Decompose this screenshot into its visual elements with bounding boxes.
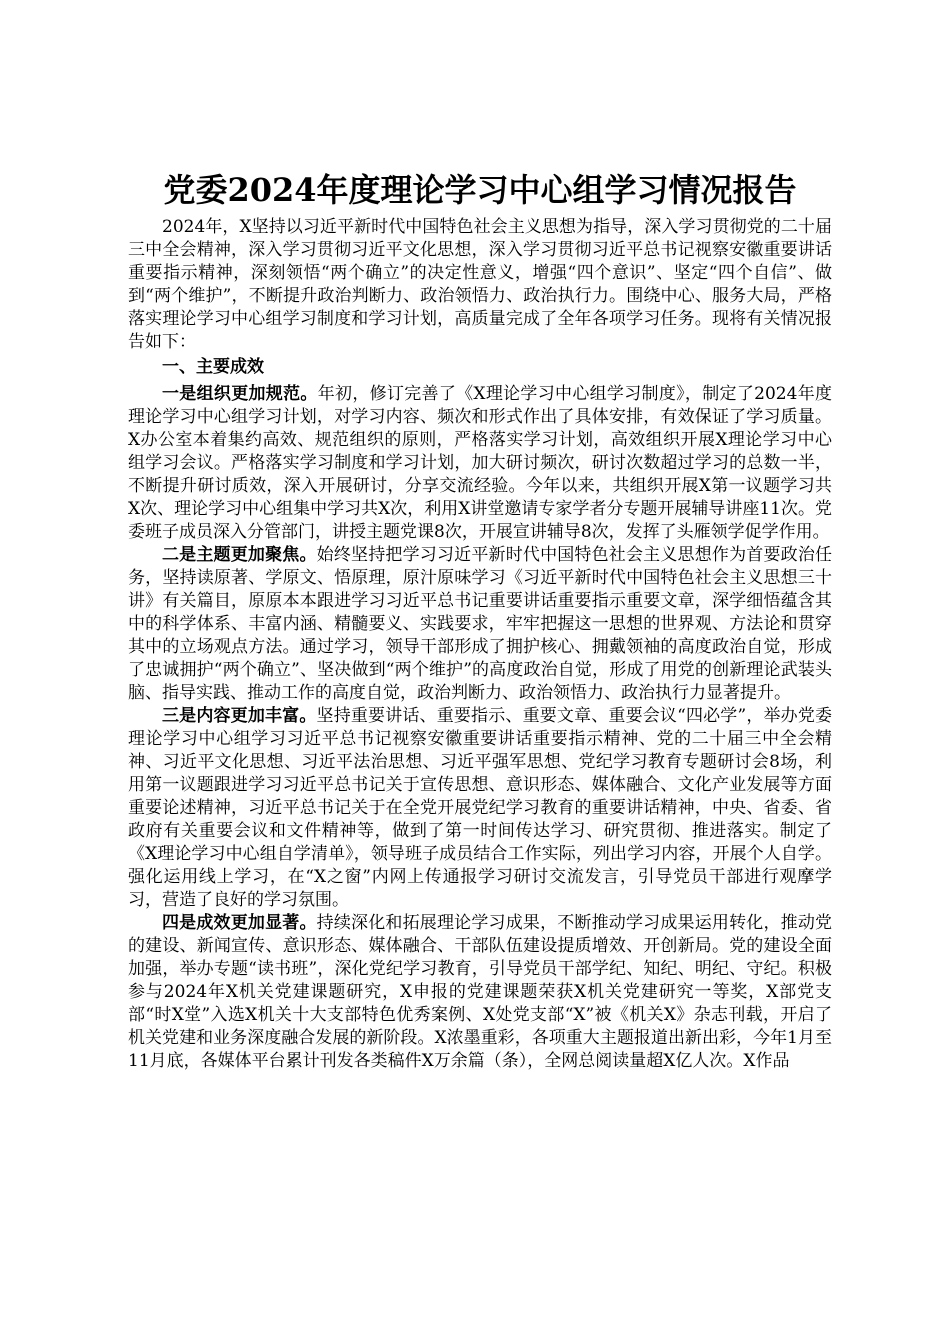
- item-paragraph-1: [128, 383, 832, 544]
- intro-paragraph: 2024年，X坚持以习近平新时代中国特色社会主义思想为指导，深入学习贯彻党的二十届三中全会精神，深入学习贯彻习近平文化思想，深入学习贯彻习近平总书记视察安徽重要讲话重要指示精神，深刻领悟“两个确立”的决定性意义，增强“四个意识”、坚定“四个自信”、做到“两个维护”，不断提升政治判断力、政治领悟力、政治执行力。围绕中心、服务大局，严格落实理论学习中心组学习制度和学习计划，高质量完成了全年各项学习任务。现将有关情况报告如下：: [128, 217, 832, 352]
- item-text-4: 持续深化和拓展理论学习成果，不断推动学习成果运用转化，推动党的建设、新闻宣传、意识形态、媒体融合、干部队伍建设提质增效、开创新局。党的建设全面加强，举办专题“读书班”，深化党纪学习教育，引导党员干部学纪、知纪、明纪、守纪。积极参与2024年X机关党建课题研究，X申报的党建课题荣获X机关党建研究一等奖，X部党支部“时X堂”入选X机关十大支部特色优秀案例、X处党支部“X”被《机关X》杂志刊载，开启了机关党建和业务深度融合发展的新阶段。X浓墨重彩，各项重大主题报道出新出彩，今年1月至11月底，各媒体平台累计刊发各类稿件X万余篇（条），全网总阅读量超X亿人次。X作品: [128, 913, 833, 1071]
- item-text-3: 坚持重要讲话、重要指示、重要文章、重要会议“四必学”，举办党委理论学习中心组学习习近平总书记视察安徽重要讲话重要指示精神、党的二十届三中全会精神、习近平文化思想、习近平法治思想、习近平强军思想、党纪学习教育专题研讨会8场，利用第一议题跟进学习习近平总书记关于宣传思想、意识形态、媒体融合、文化产业发展等方面重要论述精神，习近平总书记关于在全党开展党纪学习教育的重要讲话精神，中央、省委、省政府有关重要会议和文件精神等，做到了第一时间传达学习、研究贯彻、推进落实。制定了《X理论学习中心组自学清单》，领导班子成员结合工作实际，列出学习内容，开展个人自学。强化运用线上学习，在“X之窗”内网上传通报学习研讨交流发言，引导党员干部进行观摩学习，营造了良好的学习氛围。: [128, 706, 832, 910]
- document-title: 党委2024年度理论学习中心组学习情况报告: [163, 171, 797, 209]
- item-text-2: 始终坚持把学习习近平新时代中国特色社会主义思想作为首要政治任务，坚持读原著、学原文、悟原理，原汁原味学习《习近平新时代中国特色社会主义思想三十讲》有关篇目，原原本本跟进学习习近平总书记重要讲话重要指示重要文章，深学细悟蕴含其中的科学体系、丰富内涵、精髓要义、实践要求，牢牢把握这一思想的世界观、方法论和贯穿其中的立场观点方法。通过学习，领导干部形成了拥护核心、拥戴领袖的高度政治自觉，形成了忠诚拥护“两个确立”、坚决做到“两个维护”的高度政治自觉，形成了用党的创新理论武装头脑、指导实践、推动工作的高度自觉，政治判断力、政治领悟力、政治执行力显著提升。: [128, 545, 833, 703]
- item-paragraph-3: [128, 705, 832, 912]
- section-heading: 一、主要成效: [162, 357, 264, 377]
- item-paragraph-4: [128, 912, 832, 1073]
- item-text-1: 年初，修订完善了《X理论学习中心组学习制度》，制定了2024年度理论学习中心组学习计划，对学习内容、频次和形式作出了具体安排，有效保证了学习质量。X办公室本着集约高效、规范组织的原则，严格落实学习计划，高效组织开展X理论学习中心组学习会议。严格落实学习制度和学习计划，加大研讨频次，研讨次数超过学习的总数一半，不断提升研讨质效，深入开展研讨，分享交流经验。今年以来，共组织开展X第一议题学习共X次、理论学习中心组集中学习共X次，利用X讲堂邀请专家学者分专题开展辅导讲座11次。党委班子成员深入分管部门，讲授主题党课8次，开展宣讲辅导8次，发挥了头雁领学促学作用。: [128, 384, 833, 542]
- document-page: [128, 170, 832, 1073]
- item-lead-2: 二是主题更加聚焦。: [162, 545, 317, 565]
- item-lead-3: 三是内容更加丰富。: [162, 706, 317, 726]
- item-lead-4: 四是成效更加显著。: [162, 913, 317, 933]
- item-lead-1: 一是组织更加规范。: [162, 384, 318, 404]
- item-paragraph-2: [128, 544, 832, 705]
